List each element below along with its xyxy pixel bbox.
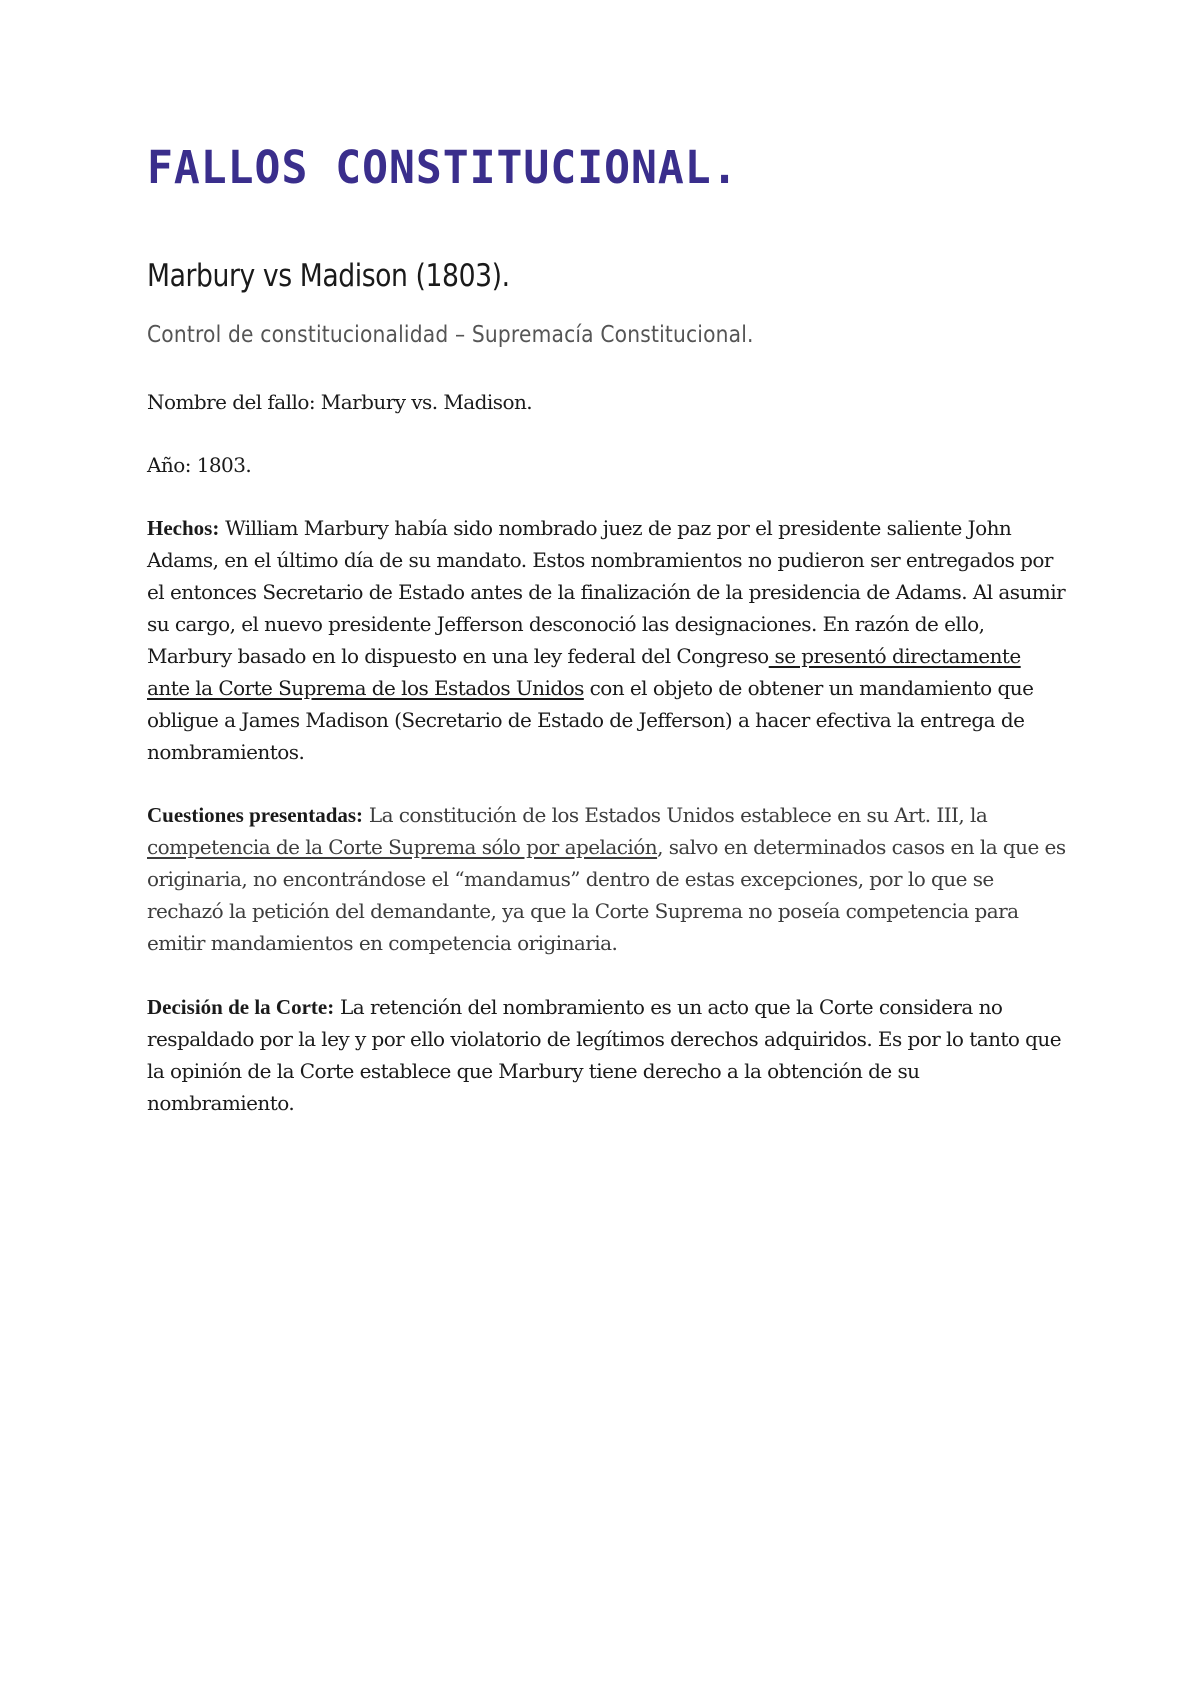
hechos-label: Hechos: bbox=[147, 516, 220, 540]
cuestiones-paragraph bbox=[147, 799, 1067, 959]
hechos-text-before: William Marbury había sido nombrado juez de paz por el presidente saliente John Adams, en el último día de su mandato. Estos nombramientos no pudieron ser entregados por el entonces Secretario de Estado antes de la finalización de la presidencia de Adams. Al asumir su cargo, el nuevo presidente Jefferson desconoció las designaciones. En razón de ello, Marbury basado en lo dispuesto en una ley federal del Congreso bbox=[147, 516, 1066, 668]
decision-text: La retención del nombramiento es un acto que la Corte considera no respaldado por la ley y por ello violatorio de legítimos derechos adquiridos. Es por lo tanto que la opinión de la Corte establece que Marbury tiene derecho a la obtención de su nombramiento. bbox=[147, 995, 1062, 1115]
case-title: Marbury vs Madison (1803). bbox=[147, 258, 510, 294]
case-year-line: Año: 1803. bbox=[147, 453, 252, 477]
case-name-line: Nombre del fallo: Marbury vs. Madison. bbox=[147, 390, 533, 414]
hechos-paragraph bbox=[147, 512, 1067, 768]
case-subtitle: Control de constitucionalidad – Supremacía Constitucional. bbox=[147, 322, 754, 348]
cuestiones-text-after: , salvo en determinados casos en la que es originaria, no encontrándose el “mandamus” dentro de estas excepciones, por lo que se rechazó la petición del demandante, ya que la Corte Suprema no poseía competencia para emitir mandamientos en competencia originaria. bbox=[147, 835, 1066, 955]
cuestiones-label: Cuestiones presentadas: bbox=[147, 803, 364, 827]
hechos-underlined-text: se presentó directamente ante la Corte Suprema de los Estados Unidos bbox=[147, 644, 1021, 700]
document-title: FALLOS CONSTITUCIONAL. bbox=[147, 142, 739, 195]
cuestiones-underlined-text: competencia de la Corte Suprema sólo por apelación bbox=[147, 835, 658, 859]
document-content bbox=[147, 140, 1067, 1115]
cuestiones-text-before: La constitución de los Estados Unidos establece en su Art. III, la bbox=[363, 803, 988, 827]
decision-paragraph bbox=[147, 991, 1067, 1119]
decision-label: Decisión de la Corte: bbox=[147, 995, 335, 1019]
hechos-text-after: con el objeto de obtener un mandamiento que obligue a James Madison (Secretario de Estado de Jefferson) a hacer efectiva la entrega de nombramientos. bbox=[147, 676, 1034, 764]
